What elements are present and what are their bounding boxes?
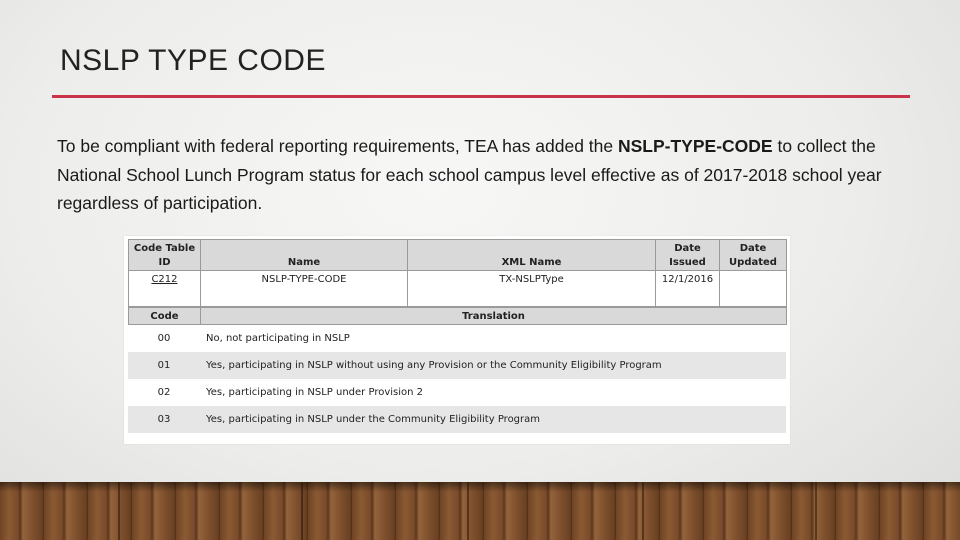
code-value: 00: [157, 333, 171, 344]
cell-code-table-id: C212: [129, 271, 201, 307]
body-text-intro: To be compliant with federal reporting requirements, TEA has added the: [57, 136, 618, 156]
header-code: Code: [129, 308, 201, 325]
header-date-updated: Date Updated: [720, 240, 787, 271]
code-table-image: [124, 236, 790, 444]
title-divider: [52, 95, 910, 98]
code-translation: Yes, participating in NSLP without using any Provision or the Community Eligibility Program: [206, 360, 662, 371]
code-value: 03: [157, 414, 171, 425]
header-translation: Translation: [201, 308, 787, 325]
code-row: [128, 352, 786, 379]
cell-xml-name: TX-NSLPType: [408, 271, 656, 307]
code-translation: No, not participating in NSLP: [206, 333, 350, 344]
body-paragraph: [57, 132, 917, 218]
code-value: 02: [157, 387, 171, 398]
body-text-rest: to collect the National School Lunch Program status for each school campus level effective as of 2017-2018 school year regardless of participation.: [57, 136, 882, 213]
wood-floor-background: [0, 482, 960, 540]
floor-plank-seam: [815, 482, 817, 540]
code-table-metadata: [128, 239, 787, 307]
code-row: [128, 325, 786, 352]
floor-plank-seam: [118, 482, 120, 540]
floor-plank-seam: [301, 482, 303, 540]
header-xml-name: XML Name: [408, 240, 656, 271]
code-translation: Yes, participating in NSLP under Provision 2: [206, 387, 424, 398]
body-text-code-name: NSLP-TYPE-CODE: [617, 136, 773, 156]
metadata-value-row: [129, 271, 787, 307]
slide-title: NSLP TYPE CODE: [60, 44, 326, 77]
code-value: 01: [157, 360, 171, 371]
cell-name: NSLP-TYPE-CODE: [201, 271, 408, 307]
code-list: [128, 325, 786, 433]
header-date-issued: Date Issued: [656, 240, 720, 271]
cell-date-updated: [720, 271, 787, 307]
code-row: [128, 379, 786, 406]
floor-plank-seam: [642, 482, 644, 540]
code-row: [128, 406, 786, 433]
metadata-header-row: [129, 240, 787, 271]
translation-header: [128, 307, 787, 325]
header-name: Name: [201, 240, 408, 271]
cell-date-issued: 12/1/2016: [656, 271, 720, 307]
header-code-table-id: Code Table ID: [129, 240, 201, 271]
floor-plank-seam: [467, 482, 469, 540]
code-translation: Yes, participating in NSLP under the Community Eligibility Program: [206, 414, 541, 425]
